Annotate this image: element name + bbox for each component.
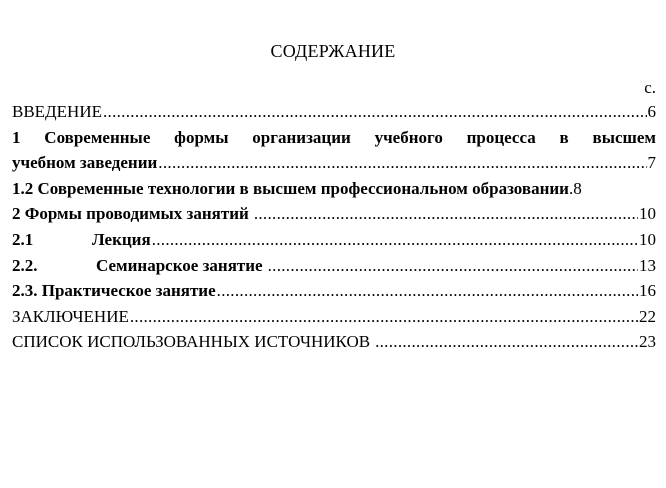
- dot-leader: [130, 304, 638, 330]
- toc-entry-page: 23: [639, 332, 656, 352]
- toc-entry-page: 16: [639, 281, 656, 301]
- toc-entry-title: Лекция: [92, 229, 151, 249]
- toc-entry-page: 7: [647, 153, 656, 173]
- toc-entry-section-2-3[interactable]: [12, 278, 656, 304]
- toc-entry-chapter-1[interactable]: [12, 125, 656, 176]
- page-title: СОДЕРЖАНИЕ: [270, 41, 396, 61]
- toc-entry-page: 8: [573, 178, 582, 198]
- dot-leader: [217, 278, 638, 304]
- page-column-label: с.: [644, 78, 656, 97]
- dot-leader: .: [568, 178, 574, 198]
- toc-entry-section-2-2[interactable]: [12, 253, 656, 279]
- toc-entry-title-line-1: 1 Современные формы организации учебного процесса в высшем: [12, 127, 656, 147]
- dot-leader: [268, 253, 638, 279]
- dot-leader: [375, 329, 638, 355]
- toc-entry-page: 22: [639, 306, 656, 326]
- dot-leader: [254, 201, 638, 227]
- toc-entry-number: 2.2.: [12, 255, 38, 275]
- table-of-contents: [12, 99, 656, 355]
- dot-leader: [158, 150, 646, 176]
- toc-entry-page: 13: [639, 255, 656, 275]
- toc-entry-references[interactable]: [12, 329, 656, 355]
- toc-entry-title: 1.2 Современные технологии в высшем профессиональном образовании: [12, 178, 569, 198]
- toc-entry-section-1-2[interactable]: [12, 176, 656, 202]
- toc-entry-title: Семинарское занятие: [96, 255, 263, 275]
- toc-entry-introduction[interactable]: [12, 99, 656, 125]
- toc-entry-number: 2.1: [12, 229, 34, 249]
- toc-entry-page: 10: [639, 204, 656, 224]
- toc-entry-title: СПИСОК ИСПОЛЬЗОВАННЫХ ИСТОЧНИКОВ: [12, 332, 371, 352]
- toc-entry-chapter-2[interactable]: [12, 201, 656, 227]
- toc-entry-title: ЗАКЛЮЧЕНИЕ: [12, 306, 129, 326]
- dot-leader: [152, 227, 638, 253]
- toc-entry-title: 2.3. Практическое занятие: [12, 281, 216, 301]
- toc-entry-title: ВВЕДЕНИЕ: [12, 102, 102, 121]
- toc-entry-title: 2 Формы проводимых занятий: [12, 204, 249, 224]
- dot-leader: [103, 99, 647, 125]
- toc-entry-title-line-2: учебном заведении: [12, 153, 158, 173]
- toc-entry-conclusion[interactable]: [12, 304, 656, 330]
- toc-entry-page: 6: [647, 102, 656, 121]
- toc-entry-section-2-1[interactable]: [12, 227, 656, 253]
- toc-entry-page: 10: [639, 229, 656, 249]
